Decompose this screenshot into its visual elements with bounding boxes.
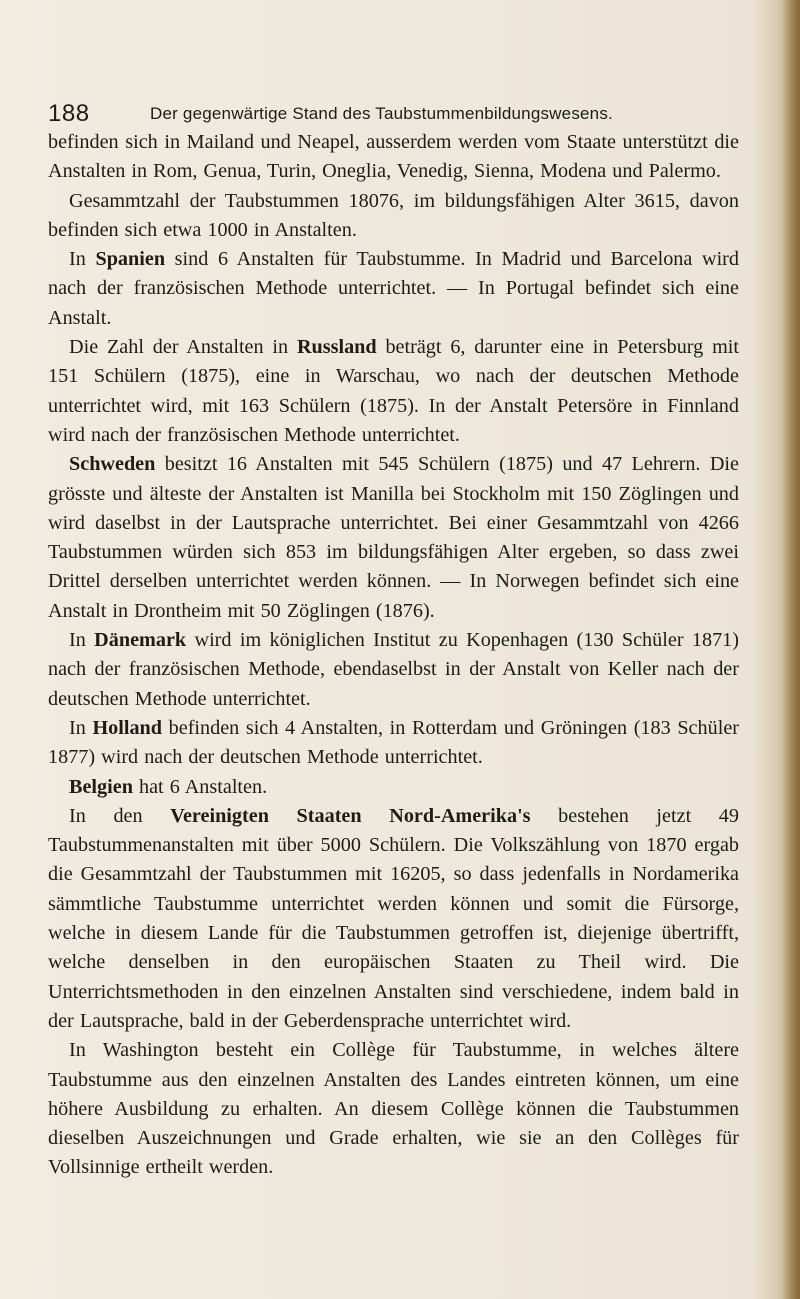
- running-title: Der gegenwärtige Stand des Taubstummenbildungswesens.: [150, 104, 613, 123]
- paragraph-text: In: [69, 629, 95, 652]
- paragraph-italy-continued: [48, 128, 739, 187]
- paragraph-text: Die Zahl der Anstalten in: [69, 336, 297, 359]
- paragraph-text: In Washington besteht ein Collège für Taubstumme, in welches ältere Taubstumme aus den einzelnen Anstalten des Landes eintreten können, um eine höhere Ausbildung zu erhalten. An diesem Collège können die Taubstummen dieselben Auszeichnungen und Grade erhalten, wie sie an den Collèges für Vollsinnige ertheilt werden.: [48, 1039, 739, 1179]
- paragraph-spain: [48, 245, 739, 333]
- paragraph-text: In: [69, 716, 93, 739]
- paragraph-text: In den: [69, 804, 171, 827]
- paragraph-italy-totals: [48, 187, 739, 246]
- paragraph-text: besitzt 16 Anstalten mit 545 Schülern (1875) und 47 Lehrern. Die grösste und älteste der Anstalten ist Manilla bei Stockholm mit 150 Zöglingen und wird daselbst in der Lautsprache unterrichtet. Bei einer Gesammtzahl von 4266 Taubstummen würden sich 853 im bildungsfähigen Alter ergeben, so dass zwei Drittel derselben unterrichtet werden können. — In Norwegen befindet sich eine Anstalt in Drontheim mit 50 Zöglingen (1876).: [48, 453, 739, 622]
- country-keyword: Russland: [296, 336, 377, 359]
- paragraph-sweden: [48, 450, 739, 626]
- country-keyword: Dänemark: [94, 629, 187, 652]
- paragraph-text: befinden sich in Mailand und Neapel, ausserdem werden vom Staate unterstützt die Anstalten in Rom, Genua, Turin, Oneglia, Venedig, Sienna, Modena und Palermo.: [48, 131, 739, 183]
- country-keyword: Schweden: [69, 453, 156, 476]
- paragraph-washington-college: [48, 1036, 739, 1182]
- paragraph-text: wird im königlichen Institut zu Kopenhagen (130 Schüler 1871) nach der französischen Methode, ebendaselbst in der Anstalt von Keller nach der deutschen Methode unterrichtet.: [48, 629, 739, 710]
- page-number: 188: [48, 100, 90, 127]
- paragraph-text: befinden sich 4 Anstalten, in Rotterdam und Gröningen (183 Schüler 1877) wird nach der deutschen Methode unterrichtet.: [48, 716, 740, 769]
- paragraph-text: bestehen jetzt 49 Taubstummenanstalten mit über 5000 Schülern. Die Volkszählung von 1870 ergab die Gesammtzahl der Taubstummen mit 16205, so dass jedenfalls in Nordamerika sämmtliche Taubstumme unterrichtet werden können und somit die Fürsorge, welche in diesem Lande für die Taubstummen getroffen ist, diejenige übertrifft, welche denselben in den europäischen Staaten zu Theil wird. Die Unterrichtsmethoden in den einzelnen Anstalten sind verschiedene, indem bald in der Lautsprache, bald in der Geberdensprache unterrichtet wird.: [48, 804, 739, 1032]
- paragraph-holland: [48, 714, 739, 773]
- paragraph-text: Gesammtzahl der Taubstummen 18076, im bildungsfähigen Alter 3615, davon befinden sich etwa 1000 in Anstalten.: [48, 189, 739, 241]
- page-edge-shadow: [782, 0, 800, 1299]
- country-keyword: Vereinigten Staaten Nord-Amerika's: [170, 804, 531, 827]
- paragraph-belgium: [48, 773, 739, 802]
- paragraph-text: In: [69, 248, 96, 271]
- country-keyword: Belgien: [69, 775, 133, 798]
- country-keyword: Spanien: [95, 248, 166, 271]
- paragraph-russia: [48, 333, 739, 450]
- paragraph-text: sind 6 Anstalten für Taubstumme. In Madrid und Barcelona wird nach der französischen Methode unterrichtet. — In Portugal befindet sich eine Anstalt.: [48, 248, 739, 329]
- paragraph-united-states: [48, 802, 739, 1036]
- country-keyword: Holland: [92, 716, 163, 739]
- body-text: [48, 128, 739, 1183]
- paragraph-denmark: [48, 626, 739, 714]
- paragraph-text: beträgt 6, darunter eine in Petersburg mit 151 Schülern (1875), eine in Warschau, wo nach der deutschen Methode unterrichtet wird, mit 163 Schülern (1875). In der Anstalt Petersöre in Finnland wird nach der französischen Methode unterrichtet.: [48, 336, 739, 446]
- paragraph-text: hat 6 Anstalten.: [132, 775, 268, 798]
